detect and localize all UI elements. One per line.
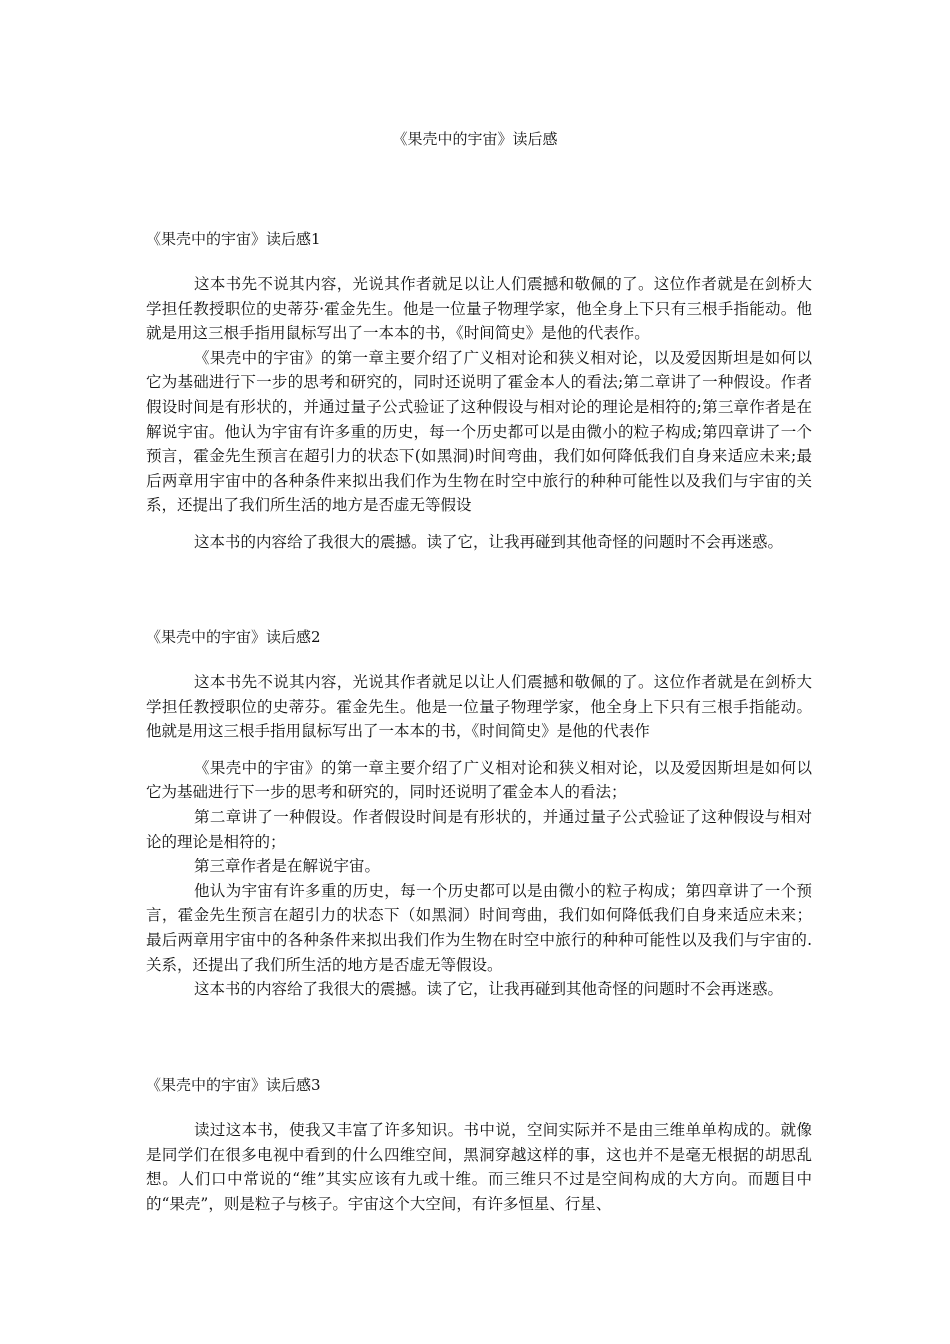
paragraph: 这本书的内容给了我很大的震撼。读了它，让我再碰到其他奇怪的问题时不会再迷惑。 bbox=[194, 532, 784, 551]
section-heading: 《果壳中的宇宙》读后感1 bbox=[146, 230, 321, 248]
paragraph: 《果壳中的宇宙》的第一章主要介绍了广义相对论和狭义相对论，以及爱因斯坦是如何以它为基础进行下一步的思考和研究的，同时还说明了霍金本人的看法； bbox=[146, 758, 812, 802]
paragraph: 读过这本书，使我又丰富了许多知识。书中说，空间实际并不是由三维单单构成的。就像是同学们在很多电视中看到的什么四维空间，黑洞穿越这样的事，这也并不是毫无根据的胡思乱想。人们口中常说的“维”其实应该有九或十维。而三维只不过是空间构成的大方向。而题目中的“果壳”，则是粒子与核子。宇宙这个大空间，有许多恒星、行星、 bbox=[146, 1121, 812, 1213]
paragraph: 这本书先不说其内容，光说其作者就足以让人们震撼和敬佩的了。这位作者就是在剑桥大学担任教授职位的史蒂芬。霍金先生。他是一位量子物理学家，他全身上下只有三根手指能动。他就是用这三根手指用鼠标写出了一本本的书，《时间简史》是他的代表作 bbox=[146, 673, 812, 741]
section-2 bbox=[146, 626, 812, 1002]
section-heading: 《果壳中的宇宙》读后感3 bbox=[146, 1076, 321, 1094]
document-title: 《果壳中的宇宙》读后感 bbox=[392, 130, 558, 148]
paragraph: 他认为宇宙有许多重的历史，每一个历史都可以是由微小的粒子构成；第四章讲了一个预言，霍金先生预言在超引力的状态下（如黑洞）时间弯曲，我们如何降低我们自身来适应未来；最后两章用宇宙中的各种条件来拟出我们作为生物在时空中旅行的种种可能性以及我们与宇宙的.关系，还提出了我们所生活的地方是否虚无等假设。 bbox=[146, 881, 812, 974]
paragraph: 这本书的内容给了我很大的震撼。读了它，让我再碰到其他奇怪的问题时不会再迷惑。 bbox=[194, 980, 784, 999]
section-heading: 《果壳中的宇宙》读后感2 bbox=[146, 628, 321, 646]
section-1 bbox=[146, 228, 812, 555]
paragraph: 这本书先不说其内容，光说其作者就足以让人们震撼和敬佩的了。这位作者就是在剑桥大学担任教授职位的史蒂芬·霍金先生。他是一位量子物理学家，他全身上下只有三根手指能动。他就是用这三根手指用鼠标写出了一本本的书，《时间简史》是他的代表作。 bbox=[146, 275, 812, 343]
paragraph: 《果壳中的宇宙》的第一章主要介绍了广义相对论和狭义相对论，以及爱因斯坦是如何以它为基础进行下一步的思考和研究的，同时还说明了霍金本人的看法;第二章讲了一种假设。作者假设时间是有形状的，并通过量子公式验证了这种假设与相对论的理论是相符的;第三章作者是在解说宇宙。他认为宇宙有许多重的历史，每一个历史都可以是由微小的粒子构成;第四章讲了一个预言，霍金先生预言在超引力的状态下(如黑洞)时间弯曲，我们如何降低我们自身来适应未来;最后两章用宇宙中的各种条件来拟出我们作为生物在时空中旅行的种种可能性以及我们与宇宙的关系，还提出了我们所生活的地方是否虚无等假设 bbox=[146, 348, 812, 515]
paragraph: 第二章讲了一种假设。作者假设时间是有形状的，并通过量子公式验证了这种假设与相对论的理论是相符的； bbox=[146, 807, 812, 851]
paragraph: 第三章作者是在解说宇宙。 bbox=[194, 857, 381, 876]
section-3 bbox=[146, 1074, 812, 1216]
